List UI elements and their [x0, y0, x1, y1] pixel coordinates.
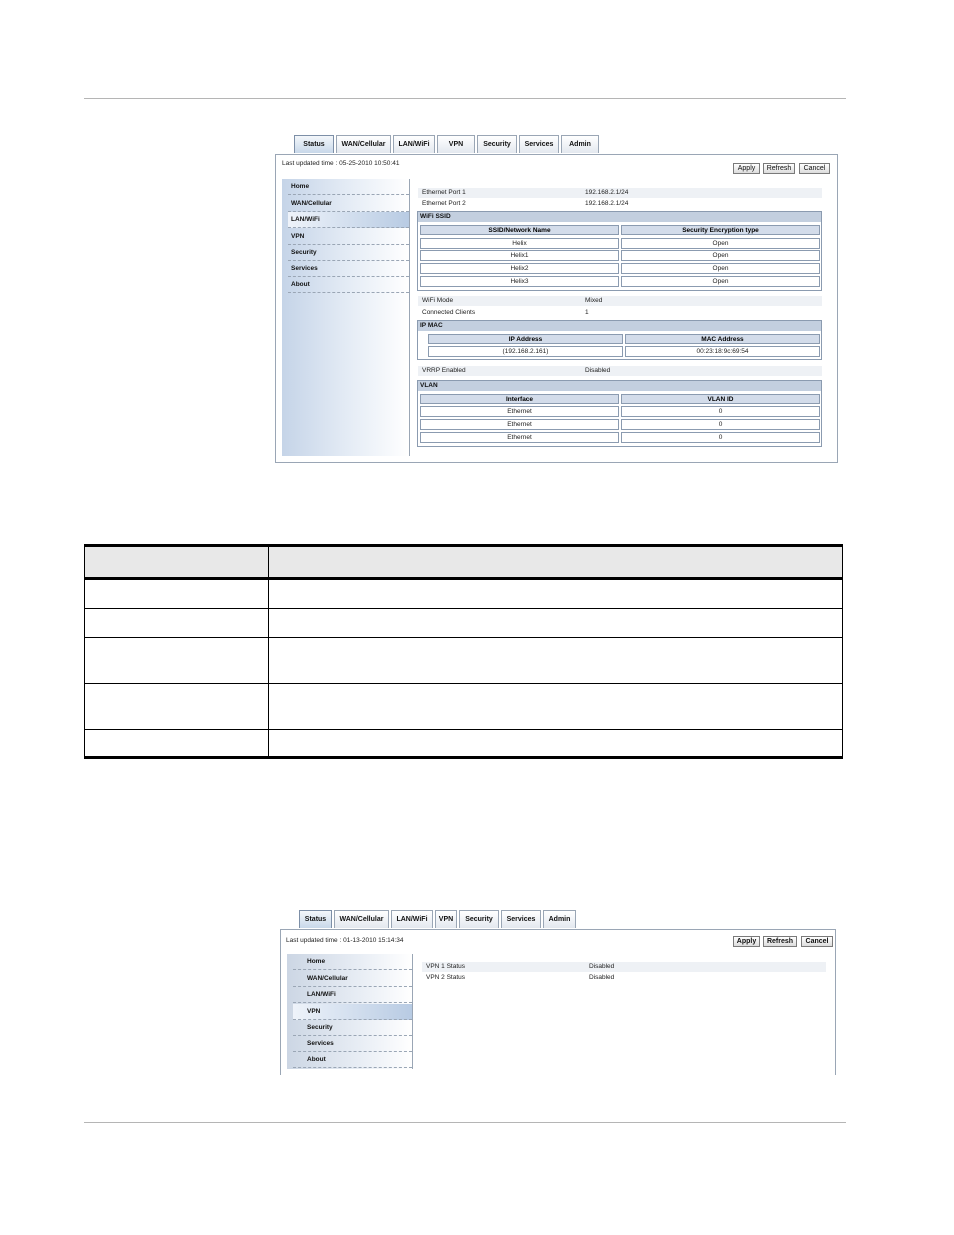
ssid-cell: Helix1 [420, 250, 619, 261]
vpn-2-status-value: Disabled [589, 974, 615, 981]
table-header-cell [85, 546, 269, 579]
table-row [85, 579, 843, 609]
vpn-1-status-row [422, 962, 826, 972]
tab-lan-wifi[interactable]: LAN/WiFi [393, 135, 435, 153]
mac-address-header: MAC Address [625, 334, 820, 344]
refresh-button[interactable]: Refresh [763, 936, 797, 947]
wifi-ssid-title: WiFi SSID [418, 212, 821, 222]
footer-rule [84, 1122, 846, 1123]
vlan-title: VLAN [418, 381, 821, 391]
sidebar-item-security[interactable]: Security [288, 245, 409, 261]
ethernet-port-2-value: 192.168.2.1/24 [585, 200, 629, 207]
table-cell [269, 579, 843, 609]
last-updated-time: Last updated time : 05-25-2010 10:50:41 [282, 160, 400, 167]
table-cell [85, 684, 269, 730]
ethernet-port-1-row [418, 188, 822, 198]
ethernet-port-2-label: Ethernet Port 2 [422, 200, 466, 207]
encryption-cell: Open [621, 250, 820, 261]
ip-mac-panel [417, 320, 822, 360]
tab-wan-cellular[interactable]: WAN/Cellular [334, 910, 389, 928]
vpn-1-status-label: VPN 1 Status [426, 963, 466, 970]
tab-services[interactable]: Services [519, 135, 559, 153]
table-row [85, 609, 843, 638]
table-row [85, 684, 843, 730]
tab-services[interactable]: Services [501, 910, 541, 928]
table-header-row [85, 546, 843, 579]
cancel-button[interactable]: Cancel [801, 936, 833, 947]
ethernet-port-1-value: 192.168.2.1/24 [585, 189, 629, 196]
table-cell [85, 730, 269, 758]
header-rule [84, 98, 846, 99]
sidebar-item-home[interactable]: Home [293, 954, 412, 970]
tab-vpn[interactable]: VPN [435, 910, 457, 928]
field-description-table [84, 544, 843, 759]
table-row [85, 730, 843, 758]
sidebar-item-lan-wifi[interactable]: LAN/WiFi [293, 987, 412, 1003]
apply-button[interactable]: Apply [733, 936, 760, 947]
sidebar-item-vpn[interactable]: VPN [293, 1004, 412, 1020]
vrrp-row [418, 366, 822, 376]
vrrp-value: Disabled [585, 367, 611, 374]
ip-address-cell: (192.168.2.161) [428, 346, 623, 357]
table-cell [269, 684, 843, 730]
vpn-1-status-value: Disabled [589, 963, 615, 970]
tab-security[interactable]: Security [459, 910, 499, 928]
encryption-cell: Open [621, 263, 820, 274]
ssid-header: SSID/Network Name [420, 225, 619, 235]
sidebar-item-services[interactable]: Services [293, 1036, 412, 1052]
table-cell [85, 638, 269, 684]
interface-header: Interface [420, 394, 619, 404]
sidebar-item-lan-wifi[interactable]: LAN/WiFi [288, 212, 409, 228]
refresh-button[interactable]: Refresh [763, 163, 795, 174]
last-updated-time: Last updated time : 01-13-2010 15:14:34 [286, 937, 404, 944]
ethernet-port-1-label: Ethernet Port 1 [422, 189, 466, 196]
sidebar [287, 954, 413, 1069]
table-cell [269, 638, 843, 684]
wifi-ssid-panel [417, 211, 822, 291]
ssid-cell: Helix2 [420, 263, 619, 274]
tab-bar [299, 910, 578, 928]
tab-wan-cellular[interactable]: WAN/Cellular [336, 135, 391, 153]
interface-cell: Ethernet [420, 406, 619, 417]
apply-button[interactable]: Apply [733, 163, 760, 174]
wifi-mode-value: Mixed [585, 297, 603, 304]
ssid-cell: Helix3 [420, 276, 619, 287]
ethernet-port-2-row [418, 199, 822, 209]
sidebar-item-wan-cellular[interactable]: WAN/Cellular [288, 196, 409, 212]
table-cell [269, 730, 843, 758]
cancel-button[interactable]: Cancel [799, 163, 830, 174]
table-cell [85, 609, 269, 638]
tab-admin[interactable]: Admin [561, 135, 599, 153]
vlan-id-cell: 0 [621, 419, 820, 430]
vpn-2-status-row [422, 973, 826, 983]
sidebar-item-wan-cellular[interactable]: WAN/Cellular [293, 971, 412, 987]
connected-clients-label: Connected Clients [422, 309, 476, 316]
table-header-cell [269, 546, 843, 579]
tab-status[interactable]: Status [299, 910, 332, 928]
encryption-cell: Open [621, 276, 820, 287]
sidebar-item-home[interactable]: Home [288, 179, 409, 195]
sidebar-item-about[interactable]: About [293, 1052, 412, 1068]
wifi-mode-label: WiFi Mode [422, 297, 454, 304]
connected-clients-row [418, 308, 822, 318]
vlan-panel [417, 380, 822, 447]
vlan-id-header: VLAN ID [621, 394, 820, 404]
ip-address-header: IP Address [428, 334, 623, 344]
sidebar-item-vpn[interactable]: VPN [288, 229, 409, 245]
interface-cell: Ethernet [420, 419, 619, 430]
ip-mac-title: IP MAC [418, 321, 821, 331]
table-row [85, 638, 843, 684]
interface-cell: Ethernet [420, 432, 619, 443]
tab-security[interactable]: Security [477, 135, 517, 153]
table-cell [269, 609, 843, 638]
vrrp-label: VRRP Enabled [422, 367, 466, 374]
wifi-mode-row [418, 296, 822, 306]
tab-bar [294, 135, 601, 153]
sidebar-item-about[interactable]: About [288, 277, 409, 293]
table-cell [85, 579, 269, 609]
sidebar-item-security[interactable]: Security [293, 1020, 412, 1036]
tab-status[interactable]: Status [294, 135, 334, 153]
vlan-id-cell: 0 [621, 406, 820, 417]
tab-vpn[interactable]: VPN [437, 135, 475, 153]
connected-clients-value: 1 [585, 309, 589, 316]
sidebar [282, 179, 410, 456]
vpn-2-status-label: VPN 2 Status [426, 974, 466, 981]
ssid-cell: Helix [420, 238, 619, 249]
mac-address-cell: 00:23:18:9c:69:54 [625, 346, 820, 357]
tab-admin[interactable]: Admin [543, 910, 576, 928]
encryption-header: Security Encryption type [621, 225, 820, 235]
vlan-id-cell: 0 [621, 432, 820, 443]
sidebar-item-services[interactable]: Services [288, 261, 409, 277]
encryption-cell: Open [621, 238, 820, 249]
tab-lan-wifi[interactable]: LAN/WiFi [391, 910, 433, 928]
